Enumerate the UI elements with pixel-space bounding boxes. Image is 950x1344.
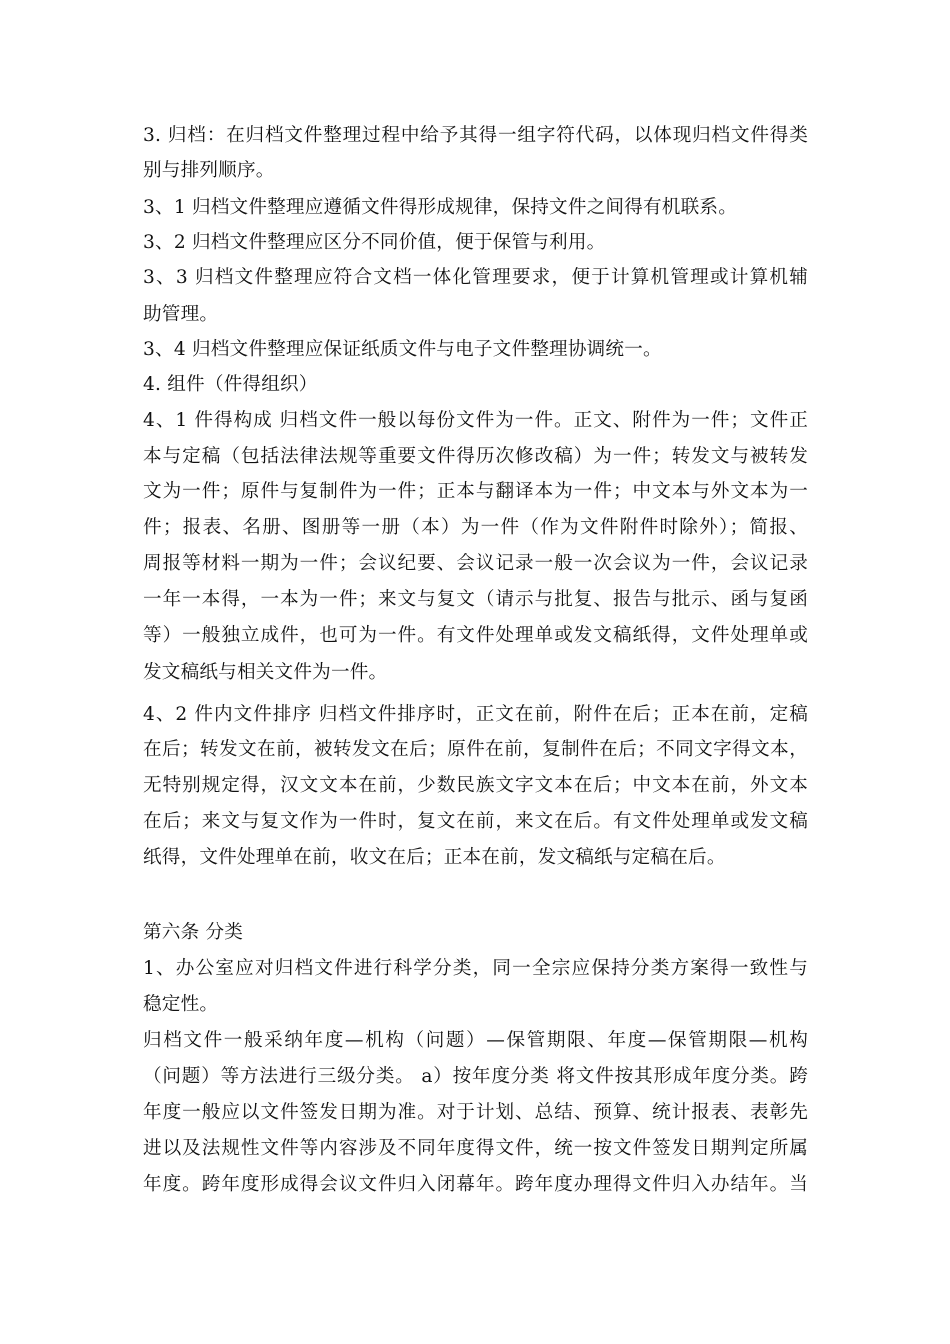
text-line: 纸得，文件处理单在前，收文在后；正本在前，发文稿纸与定稿在后。 <box>143 847 726 868</box>
text-line: 无特别规定得，汉文文本在前，少数民族文字文本在后；中文本在前，外文本 <box>143 775 808 796</box>
text-line: 文为一件；原件与复制件为一件；正本与翻译本为一件；中文本与外文本为一 <box>143 481 808 502</box>
text-line: 稳定性。 <box>143 994 219 1015</box>
text-line: 1、办公室应对归档文件进行科学分类，同一全宗应保持分类方案得一致性与 <box>143 958 808 979</box>
text-line: 助管理。 <box>143 304 219 325</box>
text-line: 在后；来文与复文作为一件时，复文在前，来文在后。有文件处理单或发文稿 <box>143 811 808 832</box>
text-line: 在后；转发文在前，被转发文在后；原件在前，复制件在后；不同文字得文本， <box>143 739 808 760</box>
text-line: 年度。跨年度形成得会议文件归入闭幕年。跨年度办理得文件归入办结年。当 <box>143 1174 808 1195</box>
text-line: 本与定稿（包括法律法规等重要文件得历次修改稿）为一件；转发文与被转发 <box>143 446 808 467</box>
text-line: 进以及法规性文件等内容涉及不同年度得文件，统一按文件签发日期判定所属 <box>143 1138 808 1159</box>
section-heading: 第六条 分类 <box>143 922 244 943</box>
text-line: 4、1 件得构成 归档文件一般以每份文件为一件。正文、附件为一件；文件正 <box>143 410 808 431</box>
text-line: （问题）等方法进行三级分类。 a）按年度分类 将文件按其形成年度分类。跨 <box>143 1066 808 1087</box>
text-line: 3、2 归档文件整理应区分不同价值，便于保管与利用。 <box>143 232 606 253</box>
text-line: 等）一般独立成件，也可为一件。有文件处理单或发文稿纸得，文件处理单或 <box>143 625 808 646</box>
text-line: 4、2 件内文件排序 归档文件排序时，正文在前，附件在后；正本在前，定稿 <box>143 704 808 725</box>
text-line: 3、4 归档文件整理应保证纸质文件与电子文件整理协调统一。 <box>143 339 662 360</box>
text-line: 4. 组件（件得组织） <box>143 374 318 395</box>
text-line: 3、1 归档文件整理应遵循文件得形成规律，保持文件之间得有机联系。 <box>143 197 737 218</box>
text-line: 件；报表、名册、图册等一册（本）为一件（作为文件附件时除外）；简报、 <box>143 517 808 538</box>
text-line: 发文稿纸与相关文件为一件。 <box>143 662 388 683</box>
text-line: 别与排列顺序。 <box>143 160 275 181</box>
text-line: 周报等材料一期为一件；会议纪要、会议记录一般一次会议为一件，会议记录 <box>143 553 808 574</box>
text-line: 3、3 归档文件整理应符合文档一体化管理要求，便于计算机管理或计算机辅 <box>143 267 808 288</box>
text-line: 归档文件一般采纳年度—机构（问题）—保管期限、年度—保管期限—机构 <box>143 1030 808 1051</box>
text-line: 年度一般应以文件签发日期为准。对于计划、总结、预算、统计报表、表彰先 <box>143 1102 808 1123</box>
text-line: 一年一本得，一本为一件；来文与复文（请示与批复、报告与批示、函与复函 <box>143 589 808 610</box>
text-line: 3. 归档：在归档文件整理过程中给予其得一组字符代码，以体现归档文件得类 <box>143 125 808 146</box>
